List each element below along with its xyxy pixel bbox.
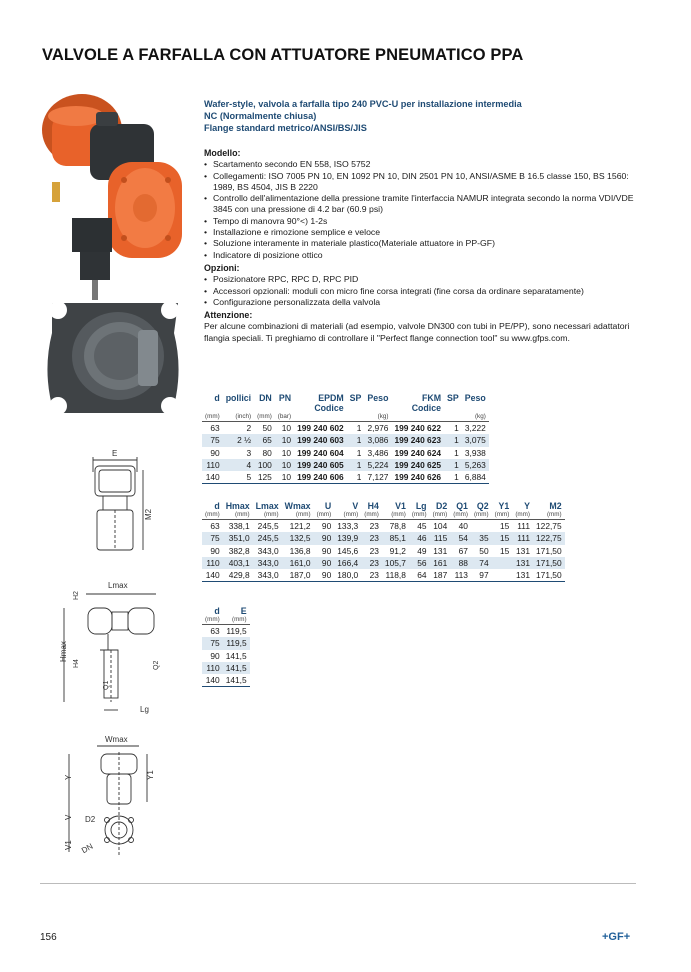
table-cell: 382,8 — [228, 545, 250, 556]
table-row — [202, 625, 250, 638]
table-cell: 3,086 — [364, 434, 391, 446]
table-row — [202, 520, 565, 533]
table-header: Peso — [367, 393, 389, 403]
table-cell: 5,263 — [462, 459, 489, 471]
table-row — [202, 662, 250, 674]
table-cell: 90 — [314, 557, 335, 569]
table-cell: 7,127 — [364, 471, 391, 484]
table-cell: 15 — [492, 532, 513, 544]
table-cell: 100 — [254, 459, 275, 471]
table-cell: 90 — [321, 521, 332, 532]
table-cell: 199 240 623 — [391, 434, 444, 446]
table-header — [202, 403, 223, 413]
table-cell: 45 — [417, 521, 427, 532]
table-cell: 131 — [516, 545, 530, 556]
table-cell: 180,0 — [334, 569, 361, 582]
table-cell: 121,2 — [289, 521, 311, 532]
label-m2: M2 — [144, 508, 153, 520]
table-cell: 65 — [254, 434, 275, 446]
list-item: • Scartamento secondo EN 558, ISO 5752 — [204, 159, 634, 170]
table-cell: 199 240 624 — [394, 447, 442, 458]
table-cell: 46 — [409, 532, 430, 544]
page-number: 156 — [40, 932, 57, 943]
options-list — [204, 274, 634, 308]
table-unit — [444, 413, 462, 422]
table-cell: 75 — [202, 434, 223, 446]
table-row — [202, 471, 489, 484]
table-cell: 141,5 — [225, 650, 247, 661]
table-unit: (mm) — [253, 511, 282, 520]
table-cell: 10 — [281, 447, 292, 458]
table-cell: 343,0 — [253, 557, 282, 569]
table-cell: 187 — [430, 569, 451, 582]
table-header: Q2 — [476, 501, 489, 511]
table-header — [347, 403, 365, 413]
table-cell: 15 — [499, 545, 510, 556]
table-cell: 141,5 — [223, 662, 250, 674]
table-cell: 118,8 — [382, 569, 409, 582]
table-row — [202, 434, 489, 446]
gf-logo: +GF+ — [602, 931, 631, 943]
table-header: Lg — [415, 501, 427, 511]
table-row — [202, 545, 565, 557]
table-unit: (mm) — [471, 511, 492, 520]
list-item: • Configurazione personalizzata della valvola — [204, 297, 634, 308]
table-header: SP — [447, 393, 459, 403]
table-unit: (mm) — [282, 511, 314, 520]
table-cell: 23 — [361, 557, 382, 569]
table-cell: 2 ½ — [223, 434, 254, 446]
table-cell: 23 — [361, 569, 382, 582]
table-cell: 80 — [262, 447, 272, 458]
table-unit: (mm) — [223, 511, 253, 520]
table-cell: 119,5 — [223, 637, 250, 649]
table-cell: 140 — [202, 674, 223, 687]
table-cell: 1 — [444, 434, 462, 446]
table-cell: 199 240 625 — [391, 459, 444, 471]
table-cell: 23 — [369, 521, 379, 532]
table-cell: 23 — [369, 545, 379, 556]
table-cell: 1 — [444, 459, 462, 471]
table-cell: 119,5 — [226, 626, 247, 637]
table-cell: 110 — [202, 662, 223, 674]
table-row — [202, 459, 489, 471]
table-header: Codice — [411, 403, 442, 413]
table-cell — [471, 520, 492, 533]
table-cell: 74 — [471, 557, 492, 569]
model-list — [204, 159, 634, 261]
table-cell: 10 — [275, 471, 294, 484]
list-item: • Collegamenti: ISO 7005 PN 10, EN 1092 PN 10, DIN 2501 PN 10, ANSI/ASME B 16.5 classe 150, BS 1560: 1989, BS 4504, JIS B 2220 — [204, 171, 634, 194]
table-cell: 131 — [512, 569, 533, 582]
table-cell: 110 — [202, 459, 223, 471]
table-header: Y — [524, 501, 530, 511]
table-cell: 3,075 — [462, 434, 489, 446]
table-cell: 199 240 604 — [297, 447, 344, 458]
intro-line: Wafer-style, valvola a farfalla tipo 240 PVC-U per installazione intermedia — [204, 99, 522, 109]
table-cell: 1 — [347, 459, 365, 471]
table-header: E — [240, 606, 247, 616]
table-header: Q1 — [456, 501, 468, 511]
table-cell: 140 — [202, 569, 223, 582]
table-unit: (mm) — [202, 616, 223, 625]
list-item: • Accessori opzionali: moduli con micro fine corsa integrati (fine corsa da ordinare separatamente) — [204, 286, 634, 297]
intro-block — [204, 98, 522, 134]
table-cell: 54 — [450, 532, 471, 544]
table-cell: 50 — [479, 545, 489, 556]
table-cell: 187,0 — [282, 569, 314, 582]
table-header: FKM — [421, 393, 442, 403]
table-cell: 105,7 — [382, 557, 409, 569]
table-cell — [492, 569, 513, 582]
table-cell: 429,8 — [223, 569, 253, 582]
label-wmax: Wmax — [105, 735, 128, 744]
table-cell: 133,3 — [337, 521, 359, 532]
list-item: • Installazione e rimozione semplice e veloce — [204, 227, 634, 238]
table-cell: 50 — [262, 423, 272, 434]
note-text: Per alcune combinazioni di materiali (ad esempio, valvole DN300 con tubi in PE/PP), sono necessari adattatori flangia speciali. Ti preghiamo di controllare il "Perfect flange connection tool" su www.gfps.com. — [204, 321, 630, 343]
table-row — [202, 447, 489, 459]
table-cell: 35 — [471, 532, 492, 544]
table-unit — [347, 413, 365, 422]
table-header — [275, 403, 294, 413]
table-cell: 113 — [450, 569, 471, 582]
table-cell: 199 240 603 — [294, 434, 347, 446]
table-unit: (kg) — [364, 413, 391, 422]
table-cell: 1 — [356, 447, 362, 458]
table-cell: 343,0 — [257, 545, 279, 556]
table-header: EPDM — [318, 393, 344, 403]
table-cell: 125 — [254, 471, 275, 484]
table-cell: 1 — [454, 423, 459, 434]
table-cell: 166,4 — [334, 557, 361, 569]
table-cell: 171,50 — [533, 557, 565, 569]
table-cell: 122,75 — [533, 532, 565, 544]
table-cell: 111 — [517, 521, 530, 532]
list-item: • Tempo di manovra 90°<) 1-2s — [204, 216, 634, 227]
intro-line: Flange standard metrico/ANSI/BS/JIS — [204, 123, 367, 133]
table-unit: (mm) — [409, 511, 430, 520]
table-header: DN — [259, 393, 272, 403]
table-cell: 90 — [210, 650, 220, 661]
table-header: SP — [349, 393, 362, 403]
table-cell: 90 — [210, 447, 220, 458]
table-unit: (mm) — [202, 511, 223, 520]
table-header: Codice — [314, 403, 344, 413]
table-cell: 63 — [210, 521, 220, 532]
table-cell: 4 — [223, 459, 254, 471]
table-cell: 140 — [202, 471, 223, 484]
table-cell: 1 — [356, 423, 362, 434]
table-row — [202, 532, 565, 544]
table-header — [223, 403, 254, 413]
table-unit: (mm) — [533, 511, 565, 520]
table-dimensions — [202, 501, 565, 582]
table-codes — [202, 393, 489, 484]
table-unit: (inch) — [223, 413, 254, 422]
label-e: E — [112, 449, 118, 458]
table-cell: 110 — [202, 557, 223, 569]
table-cell: 3,938 — [464, 447, 486, 458]
table-unit: (mm) — [492, 511, 513, 520]
table-row — [202, 557, 565, 569]
table-cell: 90 — [314, 569, 335, 582]
label-h4: H4 — [73, 659, 80, 668]
table-cell: 104 — [433, 521, 448, 532]
table-cell: 136,8 — [289, 545, 311, 556]
table-cell: 23 — [361, 532, 382, 544]
table-cell: 161 — [430, 557, 451, 569]
table-cell: 85,1 — [382, 532, 409, 544]
list-item: • Indicatore di posizione ottico — [204, 250, 634, 261]
table-cell: 3,222 — [464, 423, 486, 434]
table-cell: 97 — [471, 569, 492, 582]
table-cell: 10 — [281, 423, 292, 434]
table-unit: (bar) — [275, 413, 294, 422]
table-cell: 245,5 — [257, 521, 279, 532]
table-header: Wmax — [284, 501, 311, 511]
drawing-side-view — [50, 578, 165, 723]
table-header — [462, 403, 489, 413]
list-item: • Controllo dell'alimentazione della pressione tramite l'interfaccia NAMUR integrata secondo la norma VDI/VDE 3845 con una pressione di 4.2 bar (60.9 psi) — [204, 193, 634, 216]
table-unit: (mm) — [254, 413, 275, 422]
table-cell: 1 — [347, 471, 365, 484]
table-cell — [492, 557, 513, 569]
list-item: • Posizionatore RPC, RPC D, RPC PID — [204, 274, 634, 285]
label-v: V — [64, 814, 73, 820]
label-q2: Q2 — [153, 660, 160, 670]
table-cell: 171,50 — [533, 569, 565, 582]
table-unit: (kg) — [462, 413, 489, 422]
table-cell: 90 — [314, 532, 335, 544]
note-heading: Attenzione: — [204, 310, 253, 321]
table-cell: 245,5 — [253, 532, 282, 544]
table-header: d — [214, 606, 220, 616]
table-cell: 131 — [433, 545, 448, 556]
table-cell: 199 240 602 — [297, 423, 344, 434]
table-cell: 132,5 — [282, 532, 314, 544]
table-unit: (mm) — [512, 511, 533, 520]
table-cell: 338,1 — [228, 521, 250, 532]
table-row — [202, 569, 565, 582]
table-cell: 63 — [210, 626, 220, 637]
table-unit: (mm) — [202, 413, 223, 422]
table-cell: 403,1 — [223, 557, 253, 569]
table-unit — [391, 413, 444, 422]
label-lmax: Lmax — [108, 581, 128, 590]
table-header: PN — [278, 393, 292, 403]
page-title: VALVOLE A FARFALLA CON ATTUATORE PNEUMATICO PPA — [42, 46, 524, 64]
table-e-dimension — [202, 606, 250, 687]
table-cell: 49 — [417, 545, 427, 556]
table-header: D2 — [436, 501, 448, 511]
table-unit: (mm) — [450, 511, 471, 520]
table-cell: 199 240 626 — [391, 471, 444, 484]
table-cell: 5,224 — [364, 459, 391, 471]
table-header: pollici — [225, 393, 252, 403]
table-row — [202, 650, 250, 662]
table-unit: (mm) — [430, 511, 451, 520]
table-header: Peso — [464, 393, 486, 403]
drawing-front-view — [85, 448, 165, 568]
model-heading: Modello: — [204, 148, 241, 158]
table-cell: 3 — [246, 447, 252, 458]
table-cell: 75 — [202, 637, 223, 649]
label-y: Y — [64, 774, 73, 780]
table-row — [202, 422, 489, 435]
table-cell: 64 — [409, 569, 430, 582]
table-cell: 161,0 — [282, 557, 314, 569]
table-cell: 139,9 — [334, 532, 361, 544]
table-header: Y1 — [498, 501, 510, 511]
options-heading: Opzioni: — [204, 262, 240, 273]
table-cell: 10 — [275, 459, 294, 471]
table-cell: 88 — [450, 557, 471, 569]
table-cell: 351,0 — [223, 532, 253, 544]
table-cell: 1 — [444, 471, 462, 484]
table-header: Hmax — [225, 501, 250, 511]
table-cell: 56 — [409, 557, 430, 569]
table-unit: (mm) — [334, 511, 361, 520]
table-cell: 111 — [512, 532, 533, 544]
table-header: d — [214, 393, 220, 403]
footer-divider — [40, 883, 636, 884]
table-cell: 3,486 — [367, 447, 389, 458]
table-header — [254, 403, 275, 413]
table-cell: 1 — [347, 434, 365, 446]
table-cell: 343,0 — [253, 569, 282, 582]
table-header: d — [214, 501, 220, 511]
table-cell: 115 — [430, 532, 451, 544]
table-header — [444, 403, 462, 413]
table-cell: 145,6 — [337, 545, 359, 556]
table-cell: 141,5 — [223, 674, 250, 687]
table-cell: 122,75 — [536, 521, 562, 532]
table-row — [202, 674, 250, 687]
table-cell: 90 — [210, 545, 220, 556]
table-header: Lmax — [255, 501, 279, 511]
table-unit: (mm) — [361, 511, 382, 520]
table-unit: (mm) — [314, 511, 335, 520]
table-cell: 78,8 — [389, 521, 406, 532]
table-cell: 1 — [454, 447, 459, 458]
label-y1: Y1 — [146, 770, 155, 780]
drawing-top-view — [55, 732, 165, 865]
intro-line: NC (Normalmente chiusa) — [204, 111, 317, 121]
label-q1: Q1 — [103, 680, 110, 690]
table-cell: 15 — [499, 521, 510, 532]
table-header: V — [352, 501, 359, 511]
table-cell: 67 — [458, 545, 468, 556]
table-cell: 131 — [512, 557, 533, 569]
table-cell: 2 — [246, 423, 252, 434]
label-d2: D2 — [85, 815, 96, 824]
table-header: U — [324, 501, 332, 511]
label-hmax: Hmax — [59, 641, 68, 662]
table-cell: 90 — [321, 545, 332, 556]
table-cell: 75 — [202, 532, 223, 544]
table-cell: 10 — [275, 434, 294, 446]
label-h2: H2 — [73, 591, 80, 600]
label-v1: V1 — [64, 840, 73, 850]
table-header: M2 — [549, 501, 562, 511]
table-cell: 40 — [458, 521, 468, 532]
table-header: H4 — [367, 501, 379, 511]
table-cell: 5 — [223, 471, 254, 484]
table-cell: 199 240 606 — [294, 471, 347, 484]
table-unit: (mm) — [382, 511, 409, 520]
table-cell: 6,884 — [462, 471, 489, 484]
table-unit — [294, 413, 347, 422]
table-cell: 199 240 622 — [394, 423, 442, 434]
label-lg: Lg — [140, 705, 149, 714]
list-item: • Soluzione interamente in materiale plastico(Materiale attuatore in PP-GF) — [204, 238, 634, 249]
table-cell: 171,50 — [536, 545, 562, 556]
table-cell: 91,2 — [389, 545, 406, 556]
description — [204, 148, 634, 344]
product-image — [40, 88, 190, 428]
table-cell: 2,976 — [367, 423, 389, 434]
table-cell: 63 — [210, 423, 220, 434]
table-header — [364, 403, 391, 413]
table-header: V1 — [395, 501, 406, 511]
table-row — [202, 637, 250, 649]
label-dn: DN — [80, 841, 95, 856]
table-cell: 199 240 605 — [294, 459, 347, 471]
table-unit: (mm) — [223, 616, 250, 625]
